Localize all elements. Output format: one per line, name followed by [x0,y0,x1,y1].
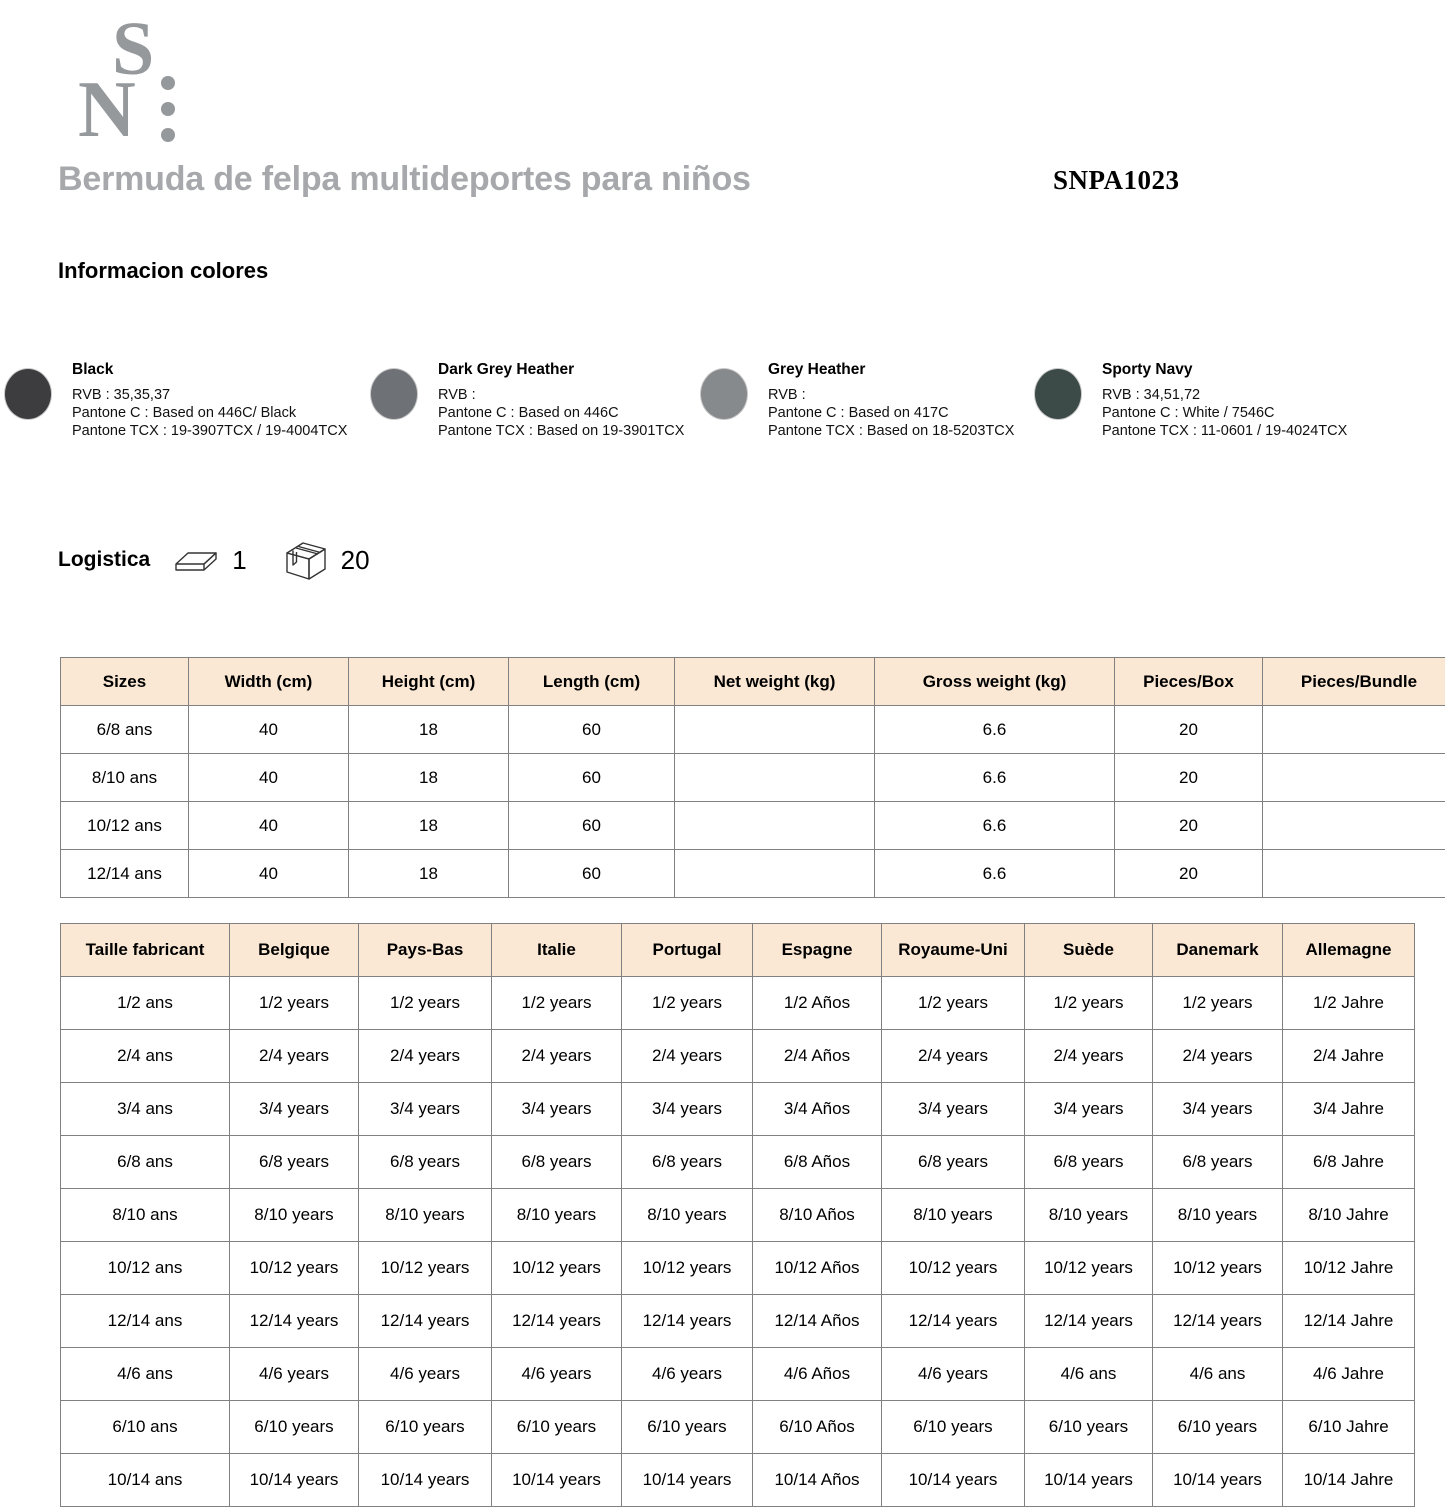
table-cell: 6.6 [875,706,1115,754]
table-cell: 10/14 Años [753,1454,882,1507]
table-cell: 10/12 years [882,1242,1025,1295]
column-header: Suède [1025,924,1153,977]
table-cell: 10/14 Jahre [1283,1454,1415,1507]
table-cell: 6/8 years [230,1136,359,1189]
carton-box-icon [281,540,329,580]
table-cell: 6/10 years [1153,1401,1283,1454]
table-cell: 6/8 years [1153,1136,1283,1189]
color-swatch [370,368,418,420]
table-cell: 1/2 years [1153,977,1283,1030]
table-cell: 20 [1115,850,1263,898]
table-cell: 8/10 ans [61,1189,230,1242]
table-cell: 4/6 ans [1153,1348,1283,1401]
table-cell: 6/8 ans [61,1136,230,1189]
column-header: Sizes [61,658,189,706]
table-cell: 12/14 years [1025,1295,1153,1348]
table-cell: 6.6 [875,850,1115,898]
table-cell: 8/10 years [622,1189,753,1242]
color-block-dark-grey-heather [370,360,715,455]
color-pantone-tcx: Pantone TCX : Based on 19-3901TCX [438,422,768,440]
color-name: Black [72,360,402,380]
table-row [61,1189,1415,1242]
column-header: Taille fabricant [61,924,230,977]
color-swatch [700,368,748,420]
table-row [61,1030,1415,1083]
table-cell: 10/12 Años [753,1242,882,1295]
column-header: Royaume-Uni [882,924,1025,977]
table-cell: 6/8 Jahre [1283,1136,1415,1189]
table-cell: 40 [189,802,349,850]
column-header: Length (cm) [509,658,675,706]
table-cell: 10/12 years [359,1242,492,1295]
table-cell: 10/12 years [1153,1242,1283,1295]
table-cell: 4/6 years [882,1348,1025,1401]
color-name: Grey Heather [768,360,1098,380]
table-cell: 2/4 years [1153,1030,1283,1083]
flat-box-icon [172,540,220,580]
color-block-black [4,360,354,455]
table-cell: 4/6 ans [1025,1348,1153,1401]
color-pantone-tcx: Pantone TCX : 19-3907TCX / 19-4004TCX [72,422,402,440]
color-name: Sporty Navy [1102,360,1432,380]
table-cell: 6/10 Años [753,1401,882,1454]
table-cell: 2/4 Años [753,1030,882,1083]
table-cell: 1/2 Jahre [1283,977,1415,1030]
table-row [61,1348,1415,1401]
table-row [61,1401,1415,1454]
svg-text:N: N [78,66,136,147]
table-cell: 10/14 years [230,1454,359,1507]
table-cell: 60 [509,754,675,802]
table-cell: 20 [1115,706,1263,754]
table-cell: 8/10 years [1025,1189,1153,1242]
table-cell: 1/2 Años [753,977,882,1030]
table-cell: 18 [349,754,509,802]
color-pantone-tcx: Pantone TCX : Based on 18-5203TCX [768,422,1098,440]
color-rvb: RVB : [438,386,768,404]
column-header: Pieces/Bundle [1263,658,1445,706]
svg-text:S: S [112,12,154,91]
column-header: Allemagne [1283,924,1415,977]
table-cell: 6/10 years [359,1401,492,1454]
table-cell: 2/4 years [1025,1030,1153,1083]
color-pantone-c: Pantone C : Based on 417C [768,404,1098,422]
table-row [61,1083,1415,1136]
column-header: Pays-Bas [359,924,492,977]
table-cell: 20 [1115,802,1263,850]
table-header-row [61,658,1445,706]
table-cell [675,850,875,898]
table-cell: 6/10 ans [61,1401,230,1454]
table-cell [675,802,875,850]
color-rvb: RVB : 35,35,37 [72,386,402,404]
table-cell [675,706,875,754]
table-cell: 2/4 years [359,1030,492,1083]
column-header: Net weight (kg) [675,658,875,706]
table-cell: 12/14 ans [61,1295,230,1348]
table-cell: 18 [349,802,509,850]
table-cell: 4/6 Jahre [1283,1348,1415,1401]
table-cell: 4/6 years [230,1348,359,1401]
table-cell: 12/14 years [882,1295,1025,1348]
table-cell: 1/2 years [1025,977,1153,1030]
color-pantone-c: Pantone C : White / 7546C [1102,404,1432,422]
table-cell: 8/10 years [230,1189,359,1242]
table-cell: 6/8 years [882,1136,1025,1189]
table-cell: 8/10 years [492,1189,622,1242]
logistica-row [58,536,404,584]
table-cell: 10/12 ans [61,802,189,850]
table-cell: 8/10 years [1153,1189,1283,1242]
table-cell: 3/4 years [359,1083,492,1136]
table-cell: 18 [349,706,509,754]
table-cell: 12/14 Años [753,1295,882,1348]
section-heading-colors: Informacion colores [58,258,268,284]
table-row [61,1295,1415,1348]
table-cell: 6/10 years [230,1401,359,1454]
column-header: Portugal [622,924,753,977]
color-block-sporty-navy [1034,360,1394,455]
table-cell: 3/4 years [492,1083,622,1136]
table-cell: 3/4 years [622,1083,753,1136]
table-cell: 3/4 years [882,1083,1025,1136]
table-cell: 40 [189,850,349,898]
table-cell: 6/8 years [359,1136,492,1189]
table-row [61,802,1445,850]
table-cell: 6/8 years [492,1136,622,1189]
color-information-row [0,360,1445,460]
table-cell: 10/14 years [1025,1454,1153,1507]
table-cell: 12/14 years [622,1295,753,1348]
column-header: Pieces/Box [1115,658,1263,706]
table-cell: 12/14 years [359,1295,492,1348]
table-cell: 6/8 years [622,1136,753,1189]
table-cell: 3/4 Jahre [1283,1083,1415,1136]
table-cell: 6.6 [875,754,1115,802]
table-cell: 12/14 Jahre [1283,1295,1415,1348]
table-cell: 8/10 ans [61,754,189,802]
table-row [61,1136,1415,1189]
table-header-row [61,924,1415,977]
table-cell [1263,754,1445,802]
table-cell: 6/8 Años [753,1136,882,1189]
table-cell: 60 [509,850,675,898]
table-cell: 6/10 years [1025,1401,1153,1454]
color-rvb: RVB : 34,51,72 [1102,386,1432,404]
table-cell: 4/6 ans [61,1348,230,1401]
table-cell: 8/10 years [359,1189,492,1242]
table-cell: 10/12 Jahre [1283,1242,1415,1295]
column-header: Italie [492,924,622,977]
table-cell: 10/12 ans [61,1242,230,1295]
column-header: Width (cm) [189,658,349,706]
table-cell: 6.6 [875,802,1115,850]
table-cell [1263,706,1445,754]
table-cell: 2/4 years [492,1030,622,1083]
table-cell: 4/6 Años [753,1348,882,1401]
table-cell: 6/10 years [622,1401,753,1454]
table-cell: 2/4 Jahre [1283,1030,1415,1083]
table-cell: 40 [189,754,349,802]
table-cell [1263,850,1445,898]
color-pantone-c: Pantone C : Based on 446C/ Black [72,404,402,422]
table-cell: 6/10 years [492,1401,622,1454]
column-header: Espagne [753,924,882,977]
table-cell: 4/6 years [622,1348,753,1401]
table-cell: 10/14 years [1153,1454,1283,1507]
color-swatch [1034,368,1082,420]
color-details [1102,360,1432,440]
table-cell: 2/4 years [622,1030,753,1083]
table-cell: 6/10 Jahre [1283,1401,1415,1454]
table-cell: 10/12 years [1025,1242,1153,1295]
table-cell: 3/4 years [1153,1083,1283,1136]
table-cell: 6/8 years [1025,1136,1153,1189]
table-cell: 6/8 ans [61,706,189,754]
table-cell: 12/14 ans [61,850,189,898]
table-cell: 10/14 years [492,1454,622,1507]
column-header: Height (cm) [349,658,509,706]
color-pantone-c: Pantone C : Based on 446C [438,404,768,422]
table-cell: 12/14 years [230,1295,359,1348]
column-header: Gross weight (kg) [875,658,1115,706]
table-cell: 40 [189,706,349,754]
logistics-dimensions-table [60,657,1445,898]
table-cell: 10/14 ans [61,1454,230,1507]
color-rvb: RVB : [768,386,1098,404]
table-cell: 8/10 Años [753,1189,882,1242]
table-row [61,706,1445,754]
table-cell: 8/10 years [882,1189,1025,1242]
table-cell: 2/4 years [230,1030,359,1083]
table-cell: 3/4 Años [753,1083,882,1136]
table-cell: 1/2 years [359,977,492,1030]
table-cell [675,754,875,802]
table-row [61,977,1415,1030]
table-cell: 8/10 Jahre [1283,1189,1415,1242]
polybag-quantity: 1 [232,545,246,576]
table-cell: 10/12 years [230,1242,359,1295]
table-cell: 6/10 years [882,1401,1025,1454]
color-name: Dark Grey Heather [438,360,768,380]
table-cell: 12/14 years [492,1295,622,1348]
table-cell: 12/14 years [1153,1295,1283,1348]
table-row [61,1454,1415,1507]
title-row [58,160,1388,216]
table-cell: 10/14 years [622,1454,753,1507]
table-cell: 10/14 years [882,1454,1025,1507]
table-row [61,850,1445,898]
table-cell: 2/4 years [882,1030,1025,1083]
table-cell: 60 [509,802,675,850]
table-cell: 2/4 ans [61,1030,230,1083]
table-cell: 3/4 ans [61,1083,230,1136]
table-cell: 10/12 years [492,1242,622,1295]
color-swatch [4,368,52,420]
size-conversion-table [60,923,1415,1507]
product-code: SNPA1023 [1053,165,1180,196]
logistica-label: Logistica [58,548,150,572]
table-cell: 4/6 years [359,1348,492,1401]
table-cell: 1/2 ans [61,977,230,1030]
table-cell: 10/12 years [622,1242,753,1295]
table-cell: 18 [349,850,509,898]
table-cell: 1/2 years [230,977,359,1030]
column-header: Belgique [230,924,359,977]
table-row [61,754,1445,802]
color-block-grey-heather [700,360,1045,455]
table-row [61,1242,1415,1295]
table-cell: 60 [509,706,675,754]
table-cell: 3/4 years [1025,1083,1153,1136]
page-title: Bermuda de felpa multideportes para niños [58,160,751,199]
color-pantone-tcx: Pantone TCX : 11-0601 / 19-4024TCX [1102,422,1432,440]
table-cell: 1/2 years [492,977,622,1030]
column-header: Danemark [1153,924,1283,977]
brand-logo [78,12,198,147]
table-cell: 3/4 years [230,1083,359,1136]
table-cell: 20 [1115,754,1263,802]
table-cell [1263,802,1445,850]
carton-quantity: 20 [341,545,370,576]
table-cell: 4/6 years [492,1348,622,1401]
table-cell: 10/14 years [359,1454,492,1507]
table-cell: 1/2 years [882,977,1025,1030]
table-cell: 1/2 years [622,977,753,1030]
color-details [72,360,402,440]
